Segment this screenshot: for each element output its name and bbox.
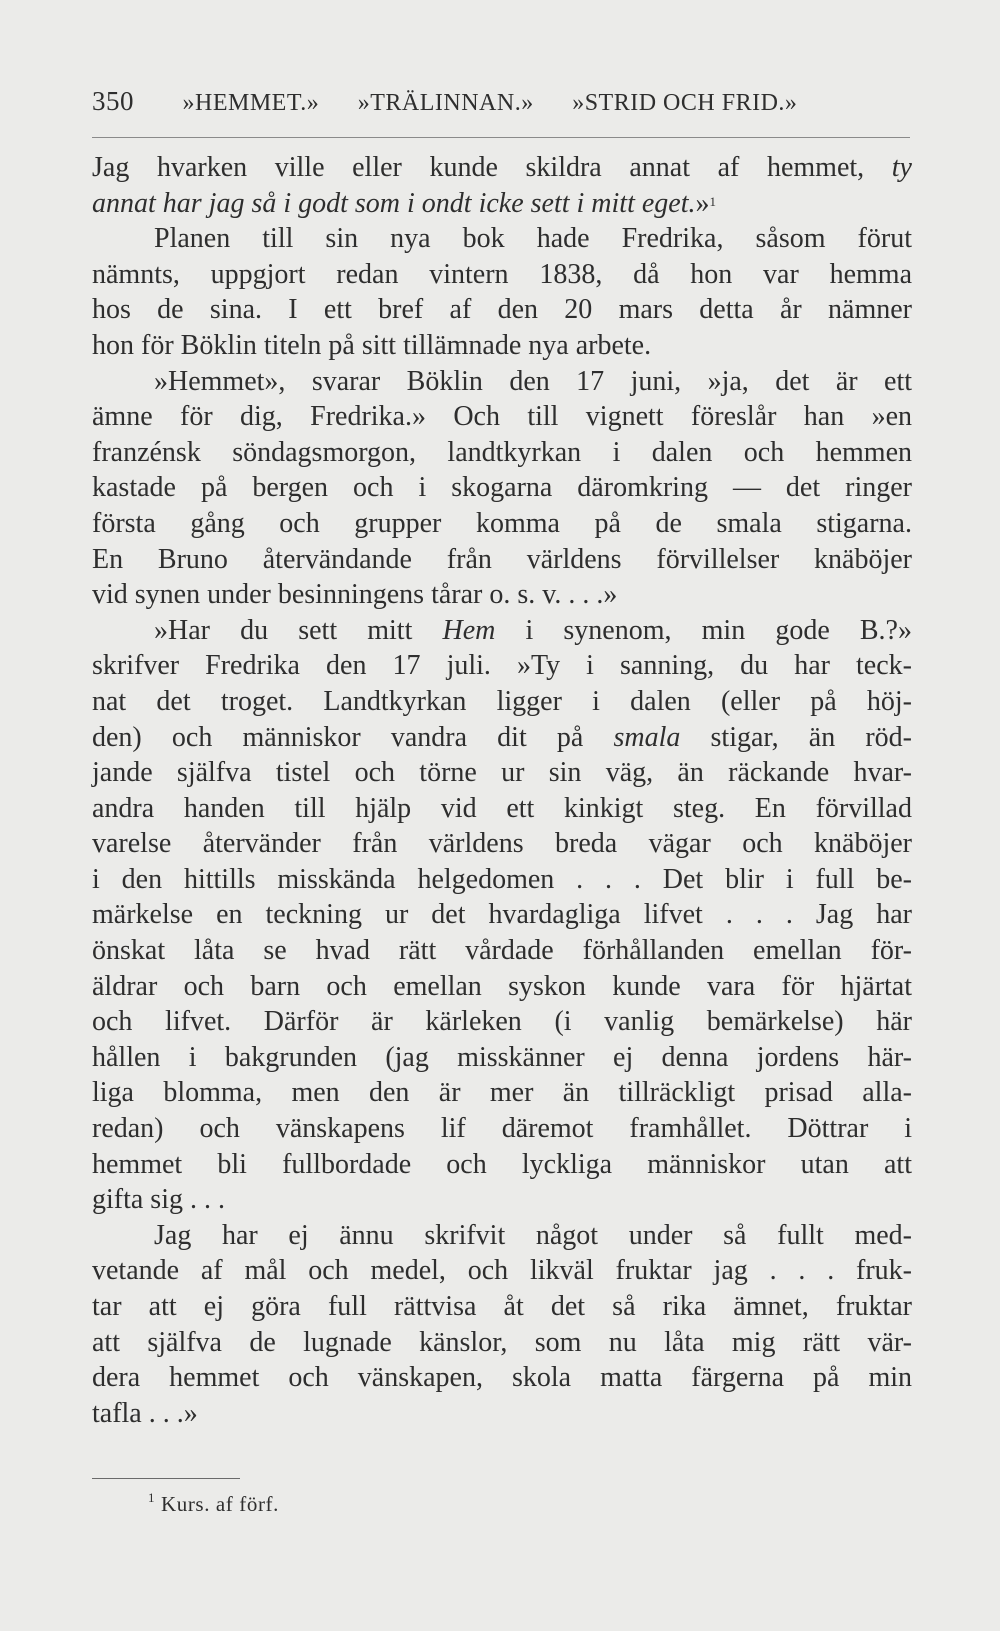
footnote-rule [92, 1478, 240, 1479]
text-line [92, 1004, 912, 1040]
text-line [92, 862, 912, 898]
text-run: i den hittills misskända helgedomen . . . Det blir i full be- [92, 863, 912, 895]
text-run: redan) och vänskapens lif däremot framhållet. Döttrar i [92, 1113, 912, 1145]
text-run: tar att ej göra full rättvisa åt det så rika ämnet, fruktar [92, 1291, 912, 1322]
text-run: jande själfva tistel och törne ur sin väg, än räckande hvar- [92, 757, 912, 789]
text-run: kastade på bergen och i skogarna däromkring — det ringer [92, 472, 912, 504]
text-line [92, 1147, 912, 1183]
text-run: och lifvet. Därför är kärleken (i vanlig bemärkelse) här [92, 1006, 912, 1038]
text-line [92, 826, 912, 862]
text-line [92, 791, 912, 827]
text-line [92, 542, 912, 578]
text-line [92, 292, 912, 328]
text-run: Jag har ej ännu skrifvit något under så fullt med- [154, 1219, 912, 1251]
text-line [92, 577, 912, 613]
text-line [92, 720, 912, 756]
text-line [92, 435, 912, 471]
text-line [92, 1360, 912, 1396]
page-number: 350 [92, 86, 134, 116]
text-line [92, 186, 912, 222]
body-text [92, 150, 912, 1431]
text-line [92, 613, 912, 649]
text-run: hemmet bli fullbordade och lyckliga människor utan att [92, 1148, 912, 1180]
text-run: önskat låta se hvad rätt vårdade förhållanden emellan för- [92, 935, 912, 967]
text-run: varelse återvänder från världens breda vägar och knäböjer [92, 828, 912, 860]
text-line [92, 150, 912, 186]
text-run: nämnts, uppgjort redan vintern 1838, då hon var hemma [92, 258, 912, 290]
text-run: liga blomma, men den är mer än tillräckligt prisad alla- [92, 1077, 912, 1109]
text-run: Jag hvarken ville eller kunde skildra annat af hemmet, [92, 152, 892, 183]
text-run: dera hemmet och vänskapen, skola matta färgerna på min [92, 1362, 912, 1394]
text-line [92, 364, 912, 400]
text-line [92, 933, 912, 969]
text-line [92, 1075, 912, 1111]
text-run: » [695, 187, 710, 219]
text-run: andra handen till hjälp vid ett kinkigt steg. En förvillad [92, 792, 912, 824]
text-run: En Bruno återvändande från världens förvillelser knäböjer [92, 543, 912, 575]
text-run: vetande af mål och medel, och likväl fruktar jag . . . fruk- [92, 1255, 912, 1287]
text-run: hållen i bakgrunden (jag misskänner ej denna jordens här- [92, 1041, 912, 1073]
text-line [92, 648, 912, 684]
text-run: äldrar och barn och emellan syskon kunde vara för hjärtat [92, 970, 912, 1002]
text-run: stigar, än röd- [680, 721, 912, 753]
text-line [92, 257, 912, 293]
italic-run: ty [891, 152, 912, 183]
text-run: ämne för dig, Fredrika.» Och till vignett föreslår han »en [92, 401, 912, 433]
text-run: »Hemmet», svarar Böklin den 17 juni, »ja, det är ett [154, 365, 912, 397]
text-run: tafla . . .» [92, 1397, 198, 1429]
text-run: gifta sig . . . [92, 1184, 225, 1216]
text-run: vid synen under besinningens tårar o. s. v. . . .» [92, 579, 618, 611]
text-line [92, 1111, 912, 1147]
italic-run: smala [613, 721, 681, 753]
text-line [92, 399, 912, 435]
text-line [92, 1396, 912, 1432]
text-line [92, 1040, 912, 1076]
header-title-1: »HEMMET.» [182, 90, 320, 116]
text-run: nat det troget. Landtkyrkan ligger i dalen (eller på höj- [92, 685, 912, 717]
text-run: att själfva de lugnade känslor, som nu låta mig rätt vär- [92, 1326, 912, 1358]
text-run: »Har du sett mitt [154, 614, 443, 646]
text-run: Planen till sin nya bok hade Fredrika, såsom förut [154, 223, 912, 255]
text-line [92, 328, 912, 364]
text-line [92, 1182, 912, 1218]
running-header [92, 86, 910, 138]
text-run: hon för Böklin titeln på sitt tillämnade nya arbete. [92, 329, 652, 361]
text-run: franzénsk söndagsmorgon, landtkyrkan i dalen och hemmen [92, 436, 912, 468]
text-run: skrifver Fredrika den 17 juli. »Ty i sanning, du har teck- [92, 650, 912, 682]
text-run: hos de sina. I ett bref af den 20 mars detta år nämner [92, 294, 912, 326]
header-title-2: »TRÄLINNAN.» [357, 90, 534, 116]
text-run: första gång och grupper komma på de smala stigarna. [92, 507, 912, 539]
text-run: i synenom, min gode B.?» [495, 614, 912, 646]
text-line [92, 506, 912, 542]
text-line [92, 1289, 912, 1325]
text-run: märkelse en teckning ur det hvardagliga lifvet . . . Jag har [92, 899, 912, 931]
italic-run: Hem [442, 614, 496, 646]
text-line [92, 1218, 912, 1254]
text-line [92, 221, 912, 257]
text-line [92, 897, 912, 933]
text-line [92, 470, 912, 506]
footnote [148, 1492, 279, 1517]
footnote-ref: 1 [709, 193, 717, 209]
footnote-text: Kurs. af förf. [155, 1492, 279, 1516]
text-line [92, 969, 912, 1005]
text-line [92, 755, 912, 791]
text-line [92, 684, 912, 720]
text-line [92, 1253, 912, 1289]
italic-run: annat har jag så i godt som i ondt icke sett i mitt eget. [92, 187, 696, 219]
text-run: den) och människor vandra dit på [92, 721, 614, 753]
footnote-marker: 1 [148, 1490, 156, 1505]
header-title-3: »STRID OCH FRID.» [572, 90, 798, 116]
text-line [92, 1325, 912, 1361]
